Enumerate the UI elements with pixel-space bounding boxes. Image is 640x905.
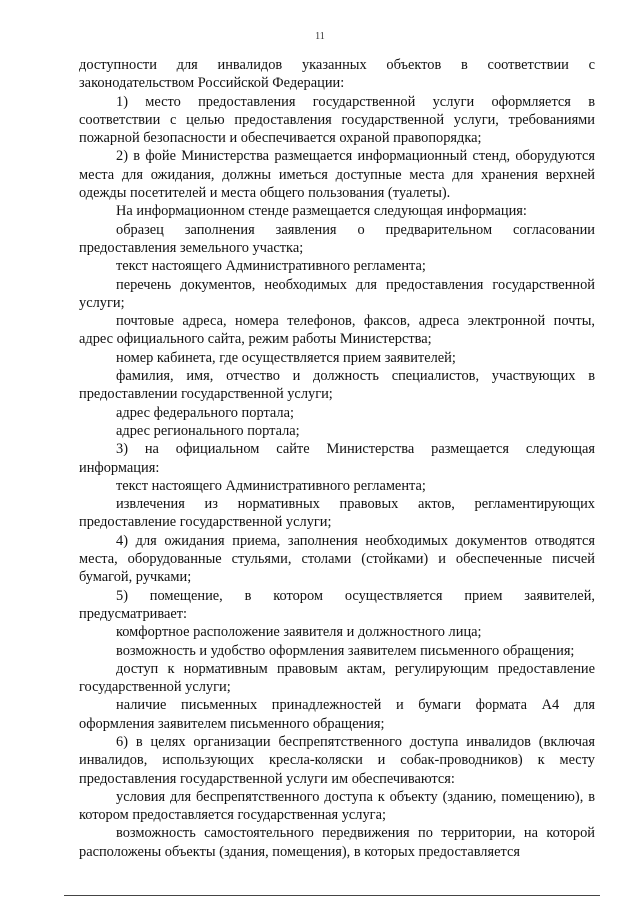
paragraph: доступ к нормативным правовым актам, регулирующим предоставление государственной услуги;: [79, 660, 595, 696]
page-number: 11: [315, 31, 325, 42]
paragraph: фамилия, имя, отчество и должность специалистов, участвующих в предоставлении государственной услуги;: [79, 368, 595, 403]
paragraph: возможность и удобство оформления заявителем письменного обращения;: [116, 642, 575, 659]
paragraph: комфортное расположение заявителя и должностного лица;: [116, 624, 482, 641]
paragraph: На информационном стенде размещается следующая информация:: [116, 203, 527, 220]
paragraph: адрес регионального портала;: [116, 422, 300, 439]
paragraph: 6) в целях организации беспрепятственного доступа инвалидов (включая инвалидов, использующих кресла-коляски и собак-проводников) к месту предоставления государственной услуги им обеспечиваются:: [79, 733, 595, 787]
paragraph: доступности для инвалидов указанных объектов в соответствии с законодательством Российской Федерации:: [79, 57, 595, 92]
body-text: [79, 56, 595, 861]
paragraph: номер кабинета, где осуществляется прием заявителей;: [116, 349, 456, 366]
paragraph: 2) в фойе Министерства размещается информационный стенд, оборудуются места для ожидания, должны иметься доступные места для хранения верхней одежды посетителей и места общего пользования (туалеты).: [79, 148, 595, 202]
page-bottom-divider: [64, 895, 600, 896]
paragraph: условия для беспрепятственного доступа к объекту (зданию, помещению), в котором предоставляется государственная услуга;: [79, 788, 595, 824]
paragraph: наличие письменных принадлежностей и бумаги формата А4 для оформления заявителем письменного обращения;: [79, 697, 595, 732]
paragraph: текст настоящего Административного регламента;: [116, 258, 426, 275]
paragraph: адрес федерального портала;: [116, 404, 294, 421]
paragraph: перечень документов, необходимых для предоставления государственной услуги;: [79, 276, 595, 311]
paragraph: возможность самостоятельного передвижения по территории, на которой расположены объекты (здания, помещения), в которых предоставляется: [79, 825, 595, 860]
paragraph: образец заполнения заявления о предварительном согласовании предоставления земельного участка;: [79, 221, 595, 256]
paragraph: 3) на официальном сайте Министерства размещается следующая информация:: [79, 441, 595, 476]
paragraph: почтовые адреса, номера телефонов, факсов, адреса электронной почты, адрес официального сайта, режим работы Министерства;: [79, 313, 595, 348]
paragraph: извлечения из нормативных правовых актов, регламентирующих предоставление государственной услуги;: [79, 496, 595, 531]
paragraph: 1) место предоставления государственной услуги оформляется в соответствии с целью предоставления государственной услуги, требованиями пожарной безопасности и обеспечивается охраной правопорядка;: [79, 93, 595, 147]
paragraph: 4) для ожидания приема, заполнения необходимых документов отводятся места, оборудованные стульями, столами (стойками) и обеспеченные писчей бумагой, ручками;: [79, 532, 595, 586]
paragraph: текст настоящего Административного регламента;: [116, 477, 426, 494]
paragraph: 5) помещение, в котором осуществляется прием заявителей, предусматривает:: [79, 587, 595, 622]
